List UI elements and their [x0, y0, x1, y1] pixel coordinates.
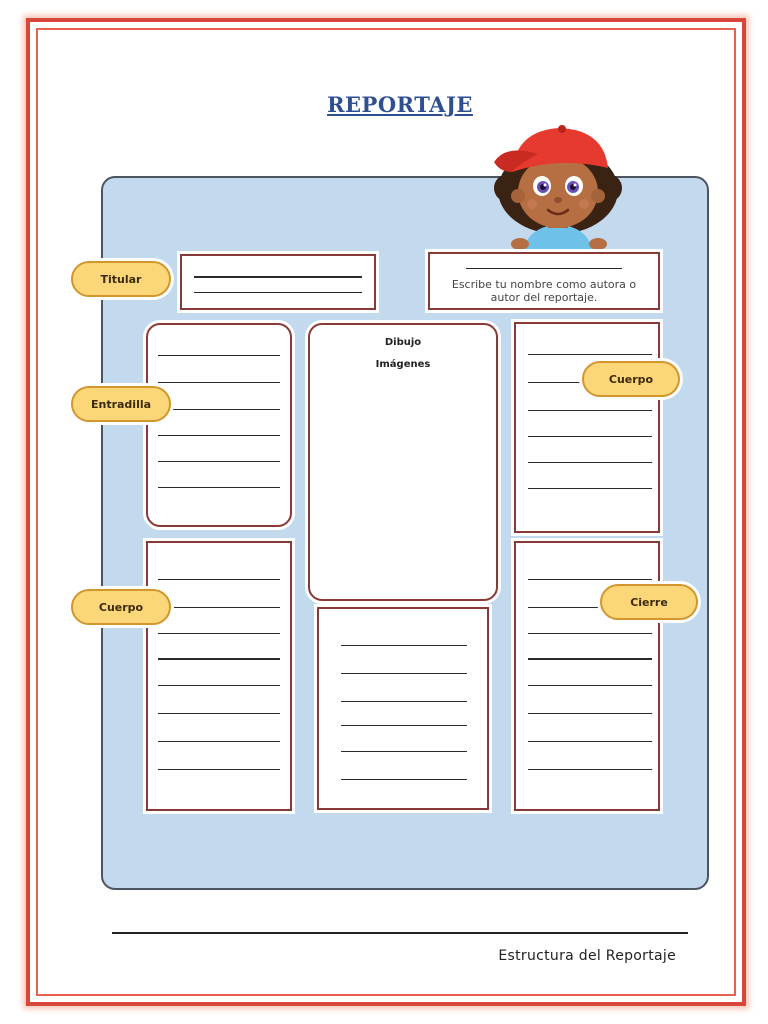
writing-line [528, 633, 652, 634]
closing-box[interactable] [514, 541, 660, 811]
label-entradilla: Entradilla [71, 386, 171, 422]
writing-line [528, 410, 652, 411]
footer-divider [112, 932, 688, 934]
writing-line [528, 769, 652, 770]
label-cuerpo-right: Cuerpo [582, 361, 680, 397]
writing-line [158, 461, 280, 462]
writing-line [341, 751, 467, 752]
body-box-right[interactable] [514, 322, 660, 533]
page-title: REPORTAJE [327, 92, 473, 117]
writing-line [158, 487, 280, 488]
label-titular: Titular [71, 261, 171, 297]
child-illustration [486, 116, 632, 252]
writing-line [158, 633, 280, 634]
body-box-left[interactable] [146, 541, 292, 811]
author-instruction-line1: Escribe tu nombre como autora o [451, 278, 637, 291]
label-cuerpo-left: Cuerpo [71, 589, 171, 625]
writing-line [158, 607, 280, 608]
writing-line [528, 685, 652, 686]
writing-line [158, 741, 280, 742]
writing-line [528, 354, 652, 355]
drawing-box[interactable] [308, 323, 498, 601]
drawing-label: Dibujo [384, 337, 422, 348]
footer-caption: Estructura del Reportaje [498, 948, 676, 964]
writing-line [158, 382, 280, 383]
writing-line [158, 409, 280, 410]
writing-line [158, 769, 280, 770]
writing-line [341, 673, 467, 674]
author-instruction-line2: autor del reportaje. [490, 291, 598, 304]
writing-line [341, 701, 467, 702]
writing-line [528, 436, 652, 437]
label-cierre: Cierre [600, 584, 698, 620]
writing-line [341, 779, 467, 780]
writing-line [466, 268, 622, 269]
writing-line [528, 488, 652, 489]
caption-box[interactable] [317, 607, 489, 810]
writing-line [341, 725, 467, 726]
writing-line [528, 462, 652, 463]
lead-box[interactable] [146, 323, 292, 527]
writing-line [158, 355, 280, 356]
writing-line [158, 658, 280, 660]
writing-line [528, 713, 652, 714]
writing-line [158, 435, 280, 436]
writing-line [158, 685, 280, 686]
writing-line [528, 741, 652, 742]
images-label: Imágenes [375, 359, 431, 370]
writing-line [194, 276, 362, 278]
writing-line [528, 658, 652, 660]
writing-line [528, 579, 652, 580]
writing-line [194, 292, 362, 293]
headline-box[interactable] [180, 254, 376, 310]
writing-line [158, 713, 280, 714]
author-box[interactable] [428, 252, 660, 310]
writing-line [341, 645, 467, 646]
writing-line [158, 579, 280, 580]
